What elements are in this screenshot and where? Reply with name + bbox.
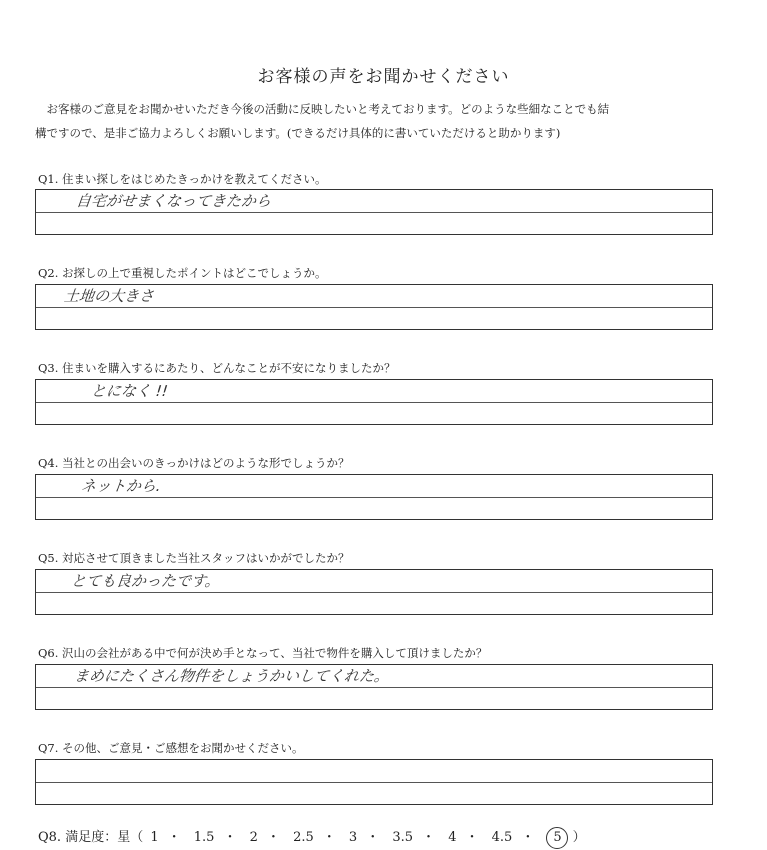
question-2-label: Q2. お探しの上で重視したポイントはどこでしょうか。 [38,266,327,280]
rating-option-selected[interactable]: 5 [546,827,568,849]
rating-separator: ・ [521,830,535,845]
question-4-label: Q4. 当社との出会いのきっかけはどのような形でしょうか？ [38,456,350,470]
rating-separator: ・ [322,830,336,845]
divider-line [36,307,712,308]
answer-box-5[interactable] [35,569,713,615]
rating-option[interactable]: 3 [348,830,358,845]
answer-1: 自宅がせまくなってきたから [75,192,272,210]
rating-option[interactable]: 4.5 [491,830,513,845]
rating-option[interactable]: 1.5 [193,830,215,845]
q8-label: Q8. 満足度：星（ [38,830,144,845]
divider-line [36,782,712,783]
answer-box-6[interactable] [35,664,713,710]
rating-separator: ・ [422,830,436,845]
question-1-label: Q1. 住まい探しをはじめたきっかけを教えてください。 [38,172,327,186]
answer-box-3[interactable] [35,379,713,425]
answer-4: ネットから. [80,477,162,495]
question-6-label: Q6. 沢山の会社がある中で何が決め手となって、当社で物件を購入して頂けましたか？ [38,646,488,660]
rating-separator: ・ [223,830,237,845]
satisfaction-rating [38,826,586,849]
answer-7 [73,760,75,782]
rating-option[interactable]: 1 [150,830,159,845]
rating-separator: ・ [366,830,380,845]
q8-close: ） [572,830,586,845]
rating-separator: ・ [167,830,181,845]
rating-option[interactable]: 2.5 [293,830,314,845]
answer-5: とても良かったです。 [70,572,221,590]
answer-box-1[interactable] [35,189,713,235]
answer-6: まめにたくさん物件をしょうかいしてくれた。 [73,667,390,685]
divider-line [36,592,712,593]
page-title: お客様の声をお聞かせください [257,67,510,87]
rating-option[interactable]: 4 [448,830,457,845]
question-5-label: Q5. 対応させて頂きました当社スタッフはいかがでしたか？ [38,551,350,565]
rating-separator: ・ [465,830,479,845]
intro-text [35,97,725,145]
rating-separator: ・ [266,830,280,845]
divider-line [36,402,712,403]
question-7-label: Q7. その他、ご意見・ご感想をお聞かせください。 [38,741,304,755]
rating-option[interactable]: 2 [249,830,258,845]
answer-box-2[interactable] [35,284,713,330]
intro-line-1: お客様のご意見をお聞かせいただき今後の活動に反映したいと考えております。どのような些細なことでも結 [46,102,610,116]
answer-3: とになく !! [90,382,169,400]
divider-line [36,687,712,688]
answer-2: 土地の大きさ [63,287,155,305]
rating-option[interactable]: 3.5 [392,830,414,845]
question-3-label: Q3. 住まいを購入するにあたり、どんなことが不安になりましたか？ [38,361,396,375]
intro-line-2: 構ですので、是非ご協力よろしくお願いします。(できるだけ具体的に書いていただけると助かります) [35,126,561,140]
answer-box-4[interactable] [35,474,713,520]
divider-line [36,212,712,213]
divider-line [36,497,712,498]
answer-box-7[interactable] [35,759,713,805]
